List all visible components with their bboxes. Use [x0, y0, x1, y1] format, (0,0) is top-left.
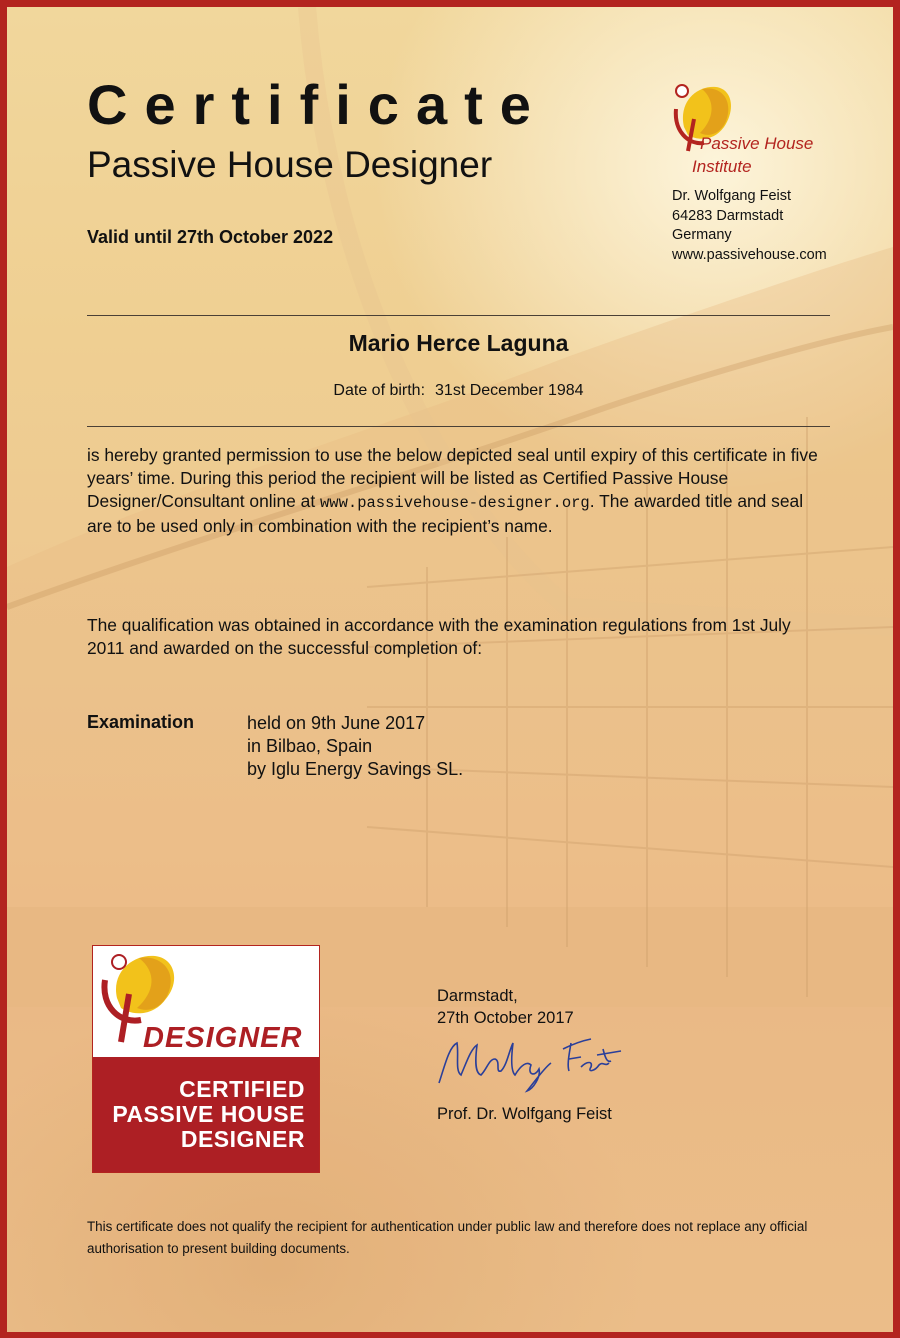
handwritten-signature [435, 1025, 625, 1095]
designer-website: www.passivehouse-designer.org [319, 494, 590, 512]
address-line: Germany [672, 227, 732, 243]
divider-top [87, 315, 830, 316]
dob-label: Date of birth: [333, 382, 426, 399]
divider-bottom [87, 426, 830, 427]
examination-label: Examination [87, 712, 195, 732]
grant-text-before: is hereby granted permission to use the below depicted seal until expiry of this certificate in five years’ time. During this period the recipient will be listed as Certified Passive House Designer/Consultant online at [87, 445, 818, 511]
examination-line: in Bilbao, Spain [247, 736, 373, 756]
seal-line: DESIGNER [180, 1126, 305, 1152]
examination-details [247, 712, 463, 781]
examination-line: held on 9th June 2017 [247, 713, 426, 733]
logo-text-line1: Passive House [700, 134, 814, 153]
seal-text [112, 1077, 305, 1152]
certificate-title: Certificate [87, 73, 548, 136]
signing-date: 27th October 2017 [437, 1009, 574, 1027]
institute-address [672, 187, 827, 265]
grant-paragraph [87, 444, 832, 538]
date-of-birth [87, 382, 830, 400]
footer-disclaimer: This certificate does not qualify the recipient for authentication under public law and therefore does not replace any official authorisation to present building documents. [87, 1219, 808, 1256]
validity-date: Valid until 27th October 2022 [87, 227, 334, 247]
certified-designer-seal [92, 945, 320, 1173]
logo-text-line2: Institute [692, 157, 752, 176]
address-line: 64283 Darmstadt [672, 207, 784, 224]
recipient-name: Mario Herce Laguna [348, 330, 569, 356]
grant-text-after: . The awarded title and seal are to be used only in combination with the recipient’s name. [87, 491, 804, 536]
address-line: Dr. Wolfgang Feist [672, 188, 792, 204]
seal-designer-word: DESIGNER [143, 1022, 303, 1054]
passive-house-institute-logo [664, 79, 834, 179]
seal-line: PASSIVE HOUSE [112, 1101, 305, 1127]
signing-place: Darmstadt, [437, 987, 518, 1005]
signer-name: Prof. Dr. Wolfgang Feist [437, 1105, 612, 1123]
qualification-paragraph: The qualification was obtained in accordance with the examination regulations from 1st July 2011 and awarded on the successful completion of: [87, 615, 791, 658]
certificate-subtitle: Passive House Designer [87, 144, 493, 185]
examination-line: by Iglu Energy Savings SL. [247, 759, 464, 779]
signing-place-date [437, 985, 574, 1029]
dob-value: 31st December 1984 [435, 382, 584, 399]
seal-line: CERTIFIED [179, 1076, 305, 1102]
address-line: www.passivehouse.com [672, 246, 827, 263]
seal-top-panel [93, 946, 319, 1057]
